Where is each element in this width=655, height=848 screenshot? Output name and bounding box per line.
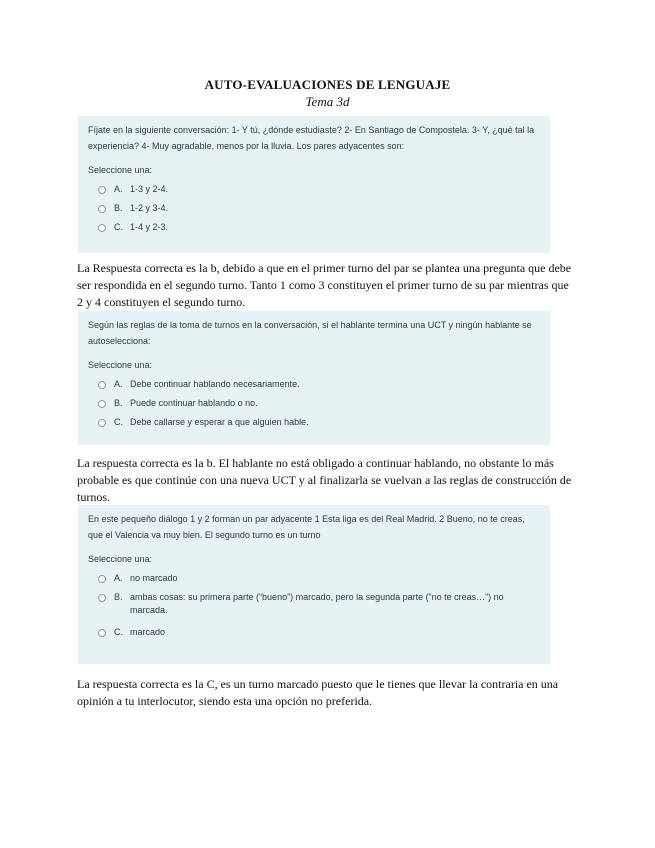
radio-button[interactable]	[98, 575, 106, 583]
select-prompt: Seleccione una:	[88, 554, 153, 564]
answer-explanation-1: La Respuesta correcta es la b, debido a que en el primer turno del par se plantea una pregunta que debe ser respondida en el segundo turno. Tanto 1 como 3 constituyen el primer turno de su par mientras que 2 y 4 constituyen el segundo turno.	[77, 261, 572, 309]
option-letter: B.	[114, 398, 123, 408]
radio-button[interactable]	[98, 224, 106, 232]
options-list	[88, 183, 540, 240]
option-letter: C.	[114, 627, 123, 637]
select-prompt: Seleccione una:	[88, 360, 153, 370]
question-box-1	[78, 116, 550, 253]
option-text: 1-3 y 2-4.	[130, 184, 169, 194]
radio-button[interactable]	[98, 186, 106, 194]
radio-button[interactable]	[98, 381, 106, 389]
option-a[interactable]	[88, 378, 540, 397]
question-text: Fíjate en la siguiente conversación: 1- Y tú, ¿dónde estudiaste? 2- En Santiago de Compostela. 3- Y, ¿qué tal la experiencia? 4- Muy agradable, menos por la lluvia. Los pares adyacentes son:	[88, 125, 535, 151]
radio-button[interactable]	[98, 205, 106, 213]
options-list	[88, 572, 540, 645]
radio-button[interactable]	[98, 629, 106, 637]
option-a[interactable]	[88, 572, 540, 591]
option-b[interactable]	[88, 397, 540, 416]
option-letter: A.	[114, 573, 123, 583]
option-c[interactable]	[88, 416, 540, 435]
option-letter: B.	[114, 592, 123, 602]
radio-button[interactable]	[98, 400, 106, 408]
answer-explanation-2: La respuesta correcta es la b. El hablante no está obligado a continuar hablando, no obstante lo más probable es que continúe con una nueva UCT y al finalizarla se vuelvan a las reglas de construcción de turnos.	[77, 456, 572, 504]
option-c[interactable]	[88, 221, 540, 240]
option-b[interactable]	[88, 591, 540, 626]
answer-explanation-3: La respuesta correcta es la C, es un turno marcado puesto que le tienes que llevar la contraria en una opinión a tu interlocutor, siendo esta una opción no preferida.	[77, 677, 559, 708]
option-c[interactable]	[88, 626, 540, 645]
question-text: Según las reglas de la toma de turnos en la conversación, si el hablante termina una UCT y ningún hablante se autoselecciona:	[88, 320, 532, 346]
option-text: Debe continuar hablando necesariamente.	[130, 379, 300, 389]
option-letter: A.	[114, 379, 123, 389]
option-a[interactable]	[88, 183, 540, 202]
radio-button[interactable]	[98, 419, 106, 427]
option-b[interactable]	[88, 202, 540, 221]
option-text: Puede continuar hablando o no.	[130, 398, 258, 408]
option-text: marcado	[130, 627, 166, 637]
option-text: no marcado	[130, 573, 178, 583]
question-box-3	[78, 505, 550, 664]
option-text: 1-2 y 3-4.	[130, 203, 169, 213]
page-title: AUTO-EVALUACIONES DE LENGUAJE	[204, 77, 451, 92]
page-subtitle: Tema 3d	[305, 94, 350, 109]
option-text: ambas cosas: su primera parte (“bueno”) marcado, pero la segunda parte (“no te creas…”) no marcada.	[130, 592, 504, 615]
option-letter: A.	[114, 184, 123, 194]
option-text: 1-4 y 2-3.	[130, 222, 169, 232]
option-letter: B.	[114, 203, 123, 213]
option-text: Debe callarse y esperar a que alguien hable.	[130, 417, 309, 427]
select-prompt: Seleccione una:	[88, 165, 153, 175]
option-letter: C.	[114, 222, 123, 232]
question-text: En este pequeño diálogo 1 y 2 forman un par adyacente 1 Esta liga es del Real Madrid. 2 Bueno, no te creas, que el Valencia va muy bien. El segundo turno es un turno	[88, 514, 525, 540]
radio-button[interactable]	[98, 594, 106, 602]
question-box-2	[78, 311, 550, 445]
options-list	[88, 378, 540, 435]
option-letter: C.	[114, 417, 123, 427]
